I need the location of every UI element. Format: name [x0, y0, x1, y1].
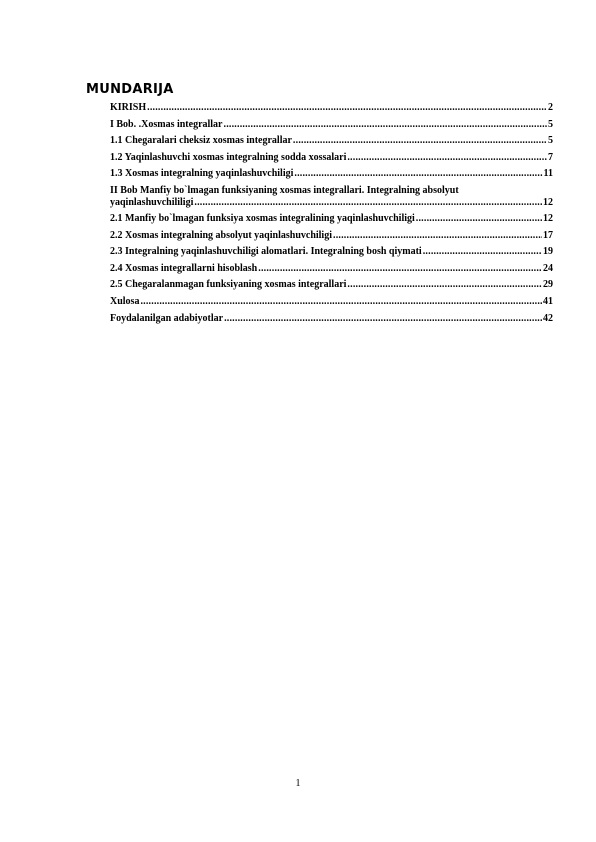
- dot-leader: [294, 168, 542, 180]
- toc-entry-page: 19: [543, 246, 553, 258]
- toc-entry-title: yaqinlashuvchililigi: [110, 196, 194, 208]
- toc-entry-page: 5: [548, 118, 553, 130]
- toc-entry-page: 5: [548, 135, 553, 147]
- toc-entry-page: 2: [548, 102, 553, 113]
- toc-entry-title: 2.1 Manfiy bo`lmagan funksiya xosmas integralining yaqinlashuvchiligi: [110, 212, 415, 224]
- toc-entry-title: Foydalanilgan adabiyotlar: [110, 312, 224, 324]
- dot-leader: [416, 213, 542, 225]
- toc-entry[interactable]: [110, 167, 553, 184]
- toc-entry[interactable]: [110, 245, 553, 262]
- dot-leader: [224, 313, 542, 325]
- toc-entry[interactable]: [110, 278, 553, 295]
- dot-leader: [333, 230, 542, 242]
- toc-entry-title: KIRISH: [110, 102, 147, 113]
- toc-entry[interactable]: [110, 229, 553, 246]
- toc-entry[interactable]: [110, 151, 553, 168]
- toc-entry-title: I Bob. .Xosmas integrallar: [110, 118, 223, 130]
- toc-entry-page: 7: [548, 151, 553, 163]
- page-number: 1: [295, 778, 301, 789]
- toc-entry[interactable]: [110, 312, 553, 329]
- toc-entry-page: 12: [543, 212, 553, 224]
- dot-leader: [423, 246, 542, 258]
- toc-entry-title: 1.1 Chegaralari cheksiz xosmas integrallar: [110, 135, 292, 147]
- toc-entry-title: 2.3 Integralning yaqinlashuvchiligi alomatlari. Integralning bosh qiymati: [110, 246, 422, 258]
- toc-entry-page: 12: [543, 196, 553, 208]
- toc-entry[interactable]: [110, 262, 553, 279]
- dot-leader: [347, 279, 542, 291]
- dot-leader: [194, 197, 542, 209]
- toc-entry-title: 2.5 Chegaralanmagan funksiyaning xosmas integrallari: [110, 279, 347, 291]
- toc-entry[interactable]: [110, 134, 553, 151]
- toc-entry-title-line1: II Bob Manfiy bo`lmagan funksiyaning xosmas integrallari. Integralning absolyut: [110, 184, 459, 196]
- dot-leader: [258, 263, 542, 275]
- toc-entry[interactable]: [110, 101, 553, 118]
- toc-entry[interactable]: [110, 118, 553, 135]
- toc-entry-title: 1.2 Yaqinlashuvchi xosmas integralning sodda xossalari: [110, 151, 347, 163]
- toc-entry-page: 42: [543, 312, 553, 324]
- dot-leader: [347, 152, 547, 164]
- toc-entry-page: 17: [543, 229, 553, 241]
- toc-entry-page: 24: [543, 262, 553, 274]
- dot-leader: [147, 102, 547, 114]
- toc-entry[interactable]: [110, 295, 553, 312]
- toc-entry[interactable]: [110, 184, 553, 212]
- table-of-contents: [110, 101, 553, 328]
- toc-entry-title: 1.3 Xosmas integralning yaqinlashuvchiligi: [110, 168, 294, 180]
- toc-entry-page: 41: [543, 295, 553, 307]
- toc-entry-title: 2.4 Xosmas integrallarni hisoblash: [110, 262, 258, 274]
- toc-entry-title: 2.2 Xosmas integralning absolyut yaqinlashuvchiligi: [110, 229, 332, 241]
- toc-entry-page: 11: [543, 168, 553, 180]
- toc-entry-title: Xulosa: [110, 295, 140, 307]
- dot-leader: [293, 135, 547, 147]
- toc-heading: MUNDARIJA: [86, 82, 174, 97]
- dot-leader: [140, 296, 542, 308]
- dot-leader: [224, 119, 548, 131]
- toc-entry-page: 29: [543, 279, 553, 291]
- toc-entry[interactable]: [110, 212, 553, 229]
